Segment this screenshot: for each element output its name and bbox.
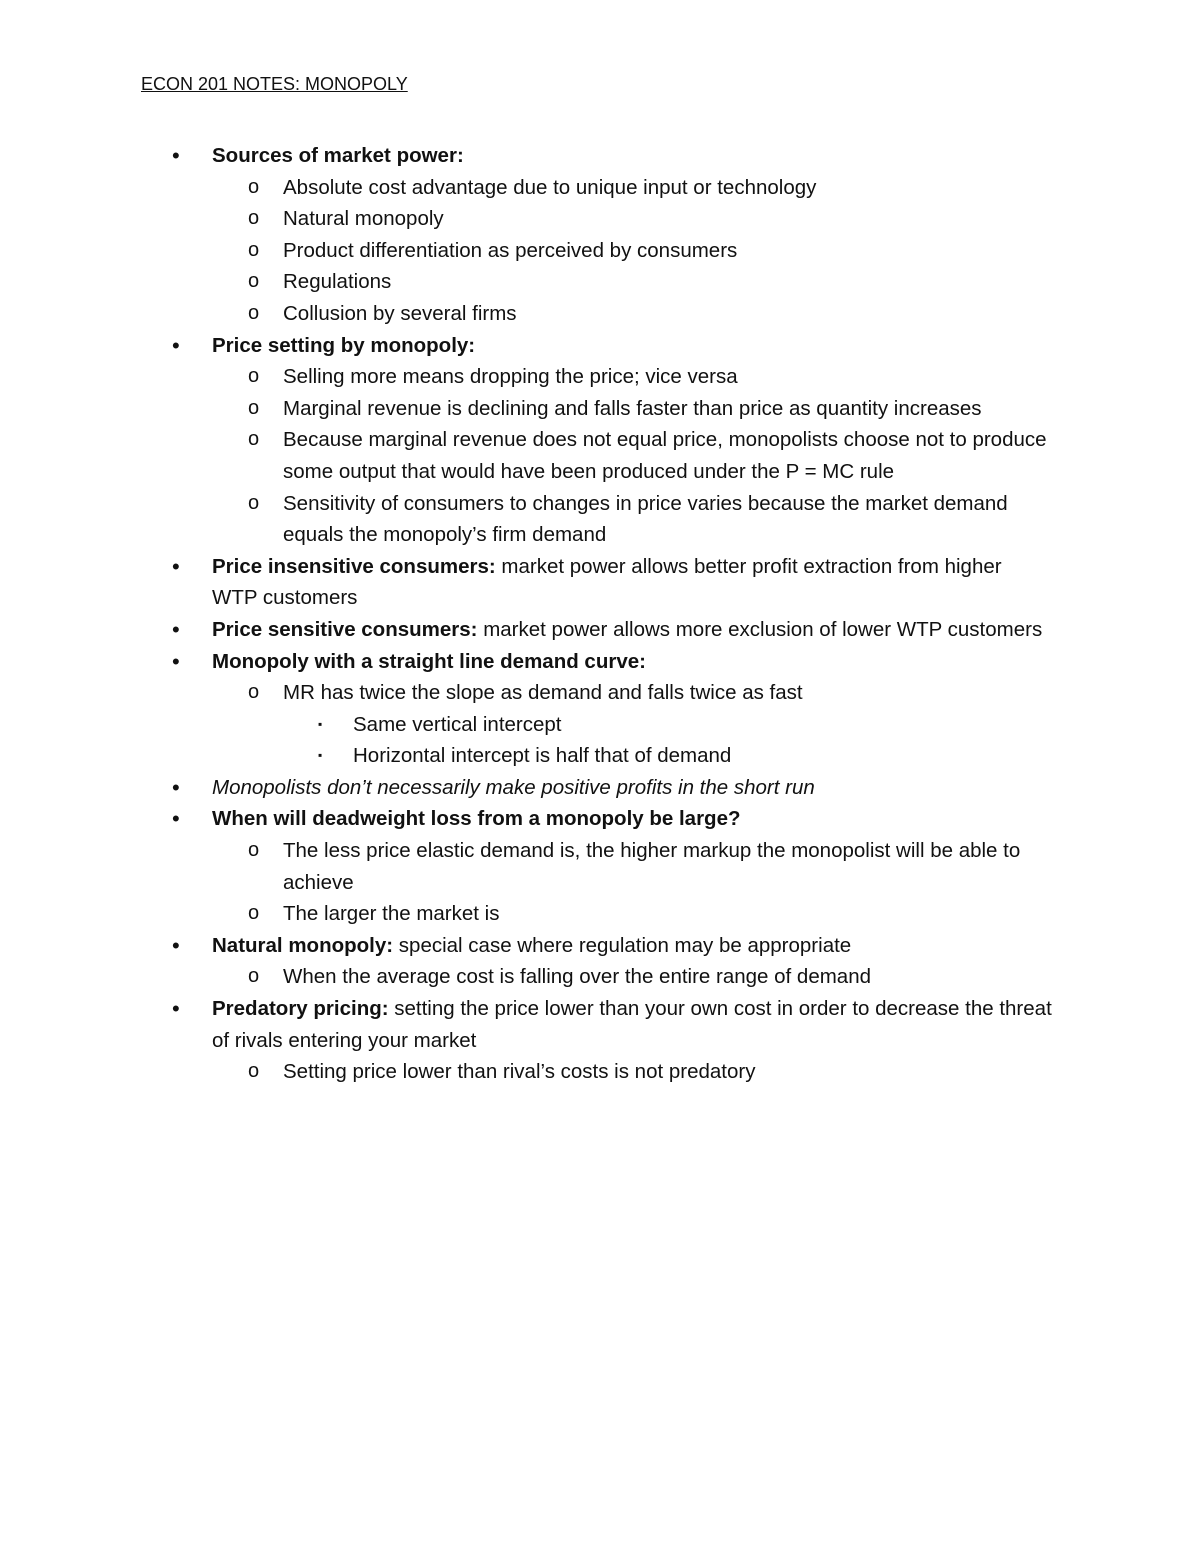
bullet-icon: • <box>172 553 180 579</box>
list-subitem <box>0 1056 1053 1088</box>
item-text: special case where regulation may be appropriate <box>393 933 852 957</box>
item-heading: Price sensitive consumers: <box>212 617 478 641</box>
list-subitem <box>0 898 1053 930</box>
list-subitem <box>0 298 1053 330</box>
list-item <box>0 330 1052 362</box>
item-text: Regulations <box>283 270 392 294</box>
item-text: Horizontal intercept is half that of demand <box>353 744 732 768</box>
bullet-icon: • <box>172 143 180 168</box>
item-heading: Price insensitive consumers: <box>212 554 496 578</box>
circle-bullet-icon: o <box>248 1060 260 1083</box>
circle-bullet-icon: o <box>248 175 260 198</box>
item-text: Same vertical intercept <box>353 712 562 736</box>
list-subitem <box>0 835 1053 898</box>
bullet-icon: • <box>172 648 180 674</box>
circle-bullet-icon: o <box>248 365 260 388</box>
item-text: Because marginal revenue does not equal price, monopolists choose not to produce some output that would have been produced under the P = MC rule <box>283 428 1047 483</box>
item-text: The larger the market is <box>283 902 500 926</box>
list-item <box>0 646 1052 678</box>
item-text: setting the price lower than your own cost in order to decrease the threat of rivals entering your market <box>212 997 1052 1052</box>
item-text: Absolute cost advantage due to unique input or technology <box>283 175 817 199</box>
item-text: The less price elastic demand is, the higher markup the monopolist will be able to achieve <box>283 839 1021 894</box>
bullet-icon: • <box>172 932 180 958</box>
item-text: Selling more means dropping the price; vice versa <box>283 365 738 389</box>
list-item <box>0 140 1052 172</box>
bullet-icon: • <box>172 332 180 358</box>
item-text: Setting price lower than rival’s costs is not predatory <box>283 1060 756 1084</box>
circle-bullet-icon: o <box>248 207 260 230</box>
circle-bullet-icon: o <box>248 238 260 261</box>
item-heading: Price setting by monopoly: <box>212 333 476 357</box>
list-subitem <box>0 424 1053 487</box>
list-subitem <box>0 266 1053 298</box>
item-heading: Monopoly with a straight line demand curve: <box>212 649 646 673</box>
list-subsubitem <box>0 709 1053 741</box>
list-item <box>0 993 1052 1056</box>
list-subitem <box>0 393 1053 425</box>
item-text: Product differentiation as perceived by consumers <box>283 238 738 262</box>
circle-bullet-icon: o <box>248 491 260 514</box>
page-title: ECON 201 NOTES: MONOPOLY <box>141 74 408 94</box>
list-item <box>0 803 1052 835</box>
square-bullet-icon: ▪ <box>318 748 323 763</box>
circle-bullet-icon: o <box>248 301 260 324</box>
item-heading: Predatory pricing: <box>212 997 389 1021</box>
item-text: Collusion by several firms <box>283 301 517 325</box>
list-item <box>0 772 1052 804</box>
list-item <box>0 551 1052 614</box>
bullet-icon: • <box>172 806 180 832</box>
item-text: market power allows more exclusion of lower WTP customers <box>477 617 1043 641</box>
list-subsubitem <box>0 740 1053 772</box>
circle-bullet-icon: o <box>248 681 260 704</box>
item-heading: When will deadweight loss from a monopoly be large? <box>212 807 741 831</box>
list-subitem <box>0 172 1053 204</box>
item-text: market power allows better profit extraction from higher WTP customers <box>212 554 1002 610</box>
item-text: Monopolists don’t necessarily make positive profits in the short run <box>212 775 815 799</box>
item-text: MR has twice the slope as demand and falls twice as fast <box>283 681 803 705</box>
square-bullet-icon: ▪ <box>318 716 323 731</box>
list-subitem <box>0 488 1053 551</box>
circle-bullet-icon: o <box>248 428 260 451</box>
bullet-icon: • <box>172 616 180 642</box>
bullet-icon: • <box>172 774 180 800</box>
list-subitem <box>0 961 1053 993</box>
bullet-icon: • <box>172 996 180 1022</box>
list-item <box>0 614 1052 646</box>
circle-bullet-icon: o <box>248 270 260 293</box>
item-text: Sensitivity of consumers to changes in price varies because the market demand equals the monopoly’s firm demand <box>283 491 1008 547</box>
list-subitem <box>0 361 1053 393</box>
item-text: Marginal revenue is declining and falls faster than price as quantity increases <box>283 396 982 420</box>
item-text: Natural monopoly <box>283 207 444 231</box>
circle-bullet-icon: o <box>248 396 260 419</box>
circle-bullet-icon: o <box>248 902 260 925</box>
list-subitem <box>0 235 1053 267</box>
item-text: When the average cost is falling over the entire range of demand <box>283 965 872 989</box>
item-heading: Sources of market power: <box>212 144 464 167</box>
notes-list <box>0 140 1200 1088</box>
circle-bullet-icon: o <box>248 839 260 862</box>
list-item <box>0 930 1052 962</box>
circle-bullet-icon: o <box>248 965 260 988</box>
list-subitem <box>0 203 1053 235</box>
item-heading: Natural monopoly: <box>212 933 394 957</box>
list-subitem <box>0 677 1053 709</box>
